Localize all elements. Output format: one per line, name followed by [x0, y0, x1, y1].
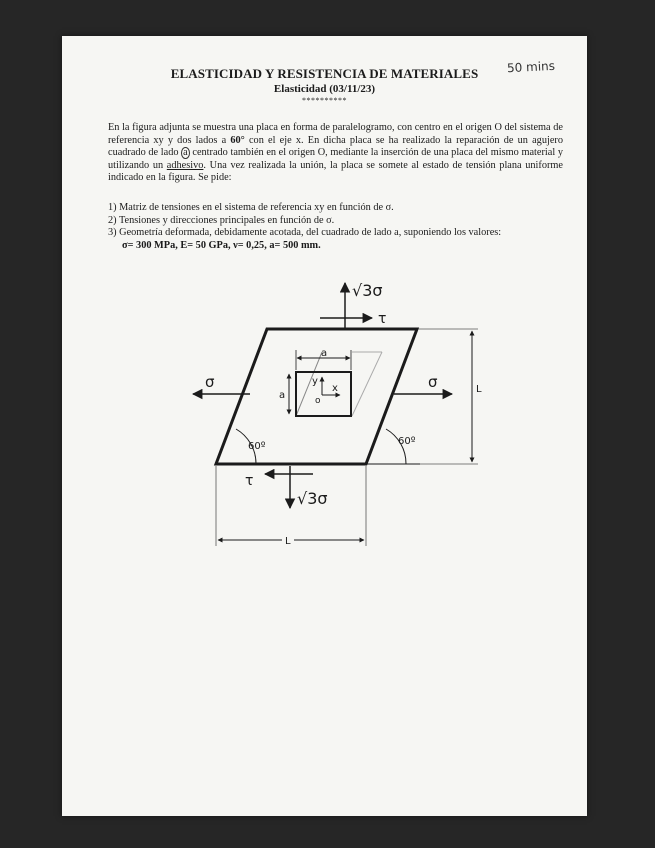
square-hole [296, 372, 351, 416]
dim-L-bottom-label: L [285, 536, 291, 547]
question-1: 1) Matriz de tensiones en el sistema de referencia xy en función de σ. [108, 202, 394, 213]
exam-subtitle: Elasticidad (03/11/23) [273, 83, 376, 95]
tau-bottom-label: τ [245, 473, 254, 489]
origin-label: o [315, 396, 321, 406]
handwritten-time-note: 50 mins [506, 58, 556, 76]
statement-side-circled: a [183, 147, 188, 159]
question-2: 2) Tensiones y direcciones principales en función de σ. [108, 214, 335, 226]
angle-left-label: 60º [248, 441, 266, 452]
sigma-right-label: σ [428, 373, 438, 391]
guide-line [296, 352, 322, 416]
sqrt3sigma-bottom-label: √3σ [297, 489, 328, 508]
dim-a-left-label: a [279, 390, 286, 401]
guide-line [352, 352, 382, 416]
statement-part-2: con el eje x. En dicha placa se ha realizado la reparación de un agujero cuadrado de lado [108, 134, 563, 159]
dim-L-right-label: L [476, 384, 482, 395]
given-values: σ= 300 MPa, E= 50 GPa, ν= 0,25, a= 500 mm. [122, 239, 321, 251]
statement-part-4: . Una vez realizada la unión, la placa se somete al estado de tensión plana uniforme indicado en la figura. Se pide: [108, 159, 563, 184]
statement-angle: 60° [230, 134, 245, 146]
axis-x-label: x [332, 383, 338, 394]
separator-stars: ********** [302, 96, 347, 105]
statement-part-3: centrado también en el origen O, mediante la inserción de una placa del mismo material y utilizando un [108, 147, 564, 171]
angle-right-label: 60º [398, 436, 416, 447]
axis-y-label: y [312, 376, 318, 387]
sqrt3sigma-top-label: √3σ [352, 281, 383, 300]
statement-adhesive: adhesivo [166, 159, 204, 171]
question-3: 3) Geometría deformada, debidamente acotada, del cuadrado de lado a, suponiendo los valores: [108, 227, 502, 239]
dim-a-top-label: a [321, 348, 328, 359]
exam-title: ELASTICIDAD Y RESISTENCIA DE MATERIALES [170, 66, 479, 81]
sigma-left-label: σ [205, 373, 215, 391]
tau-top-label: τ [378, 311, 387, 327]
statement-part-1: En la figura adjunta se muestra una placa en forma de paralelogramo, con centro en el origen O del sistema de referencia xy y dos lados a [108, 122, 563, 146]
